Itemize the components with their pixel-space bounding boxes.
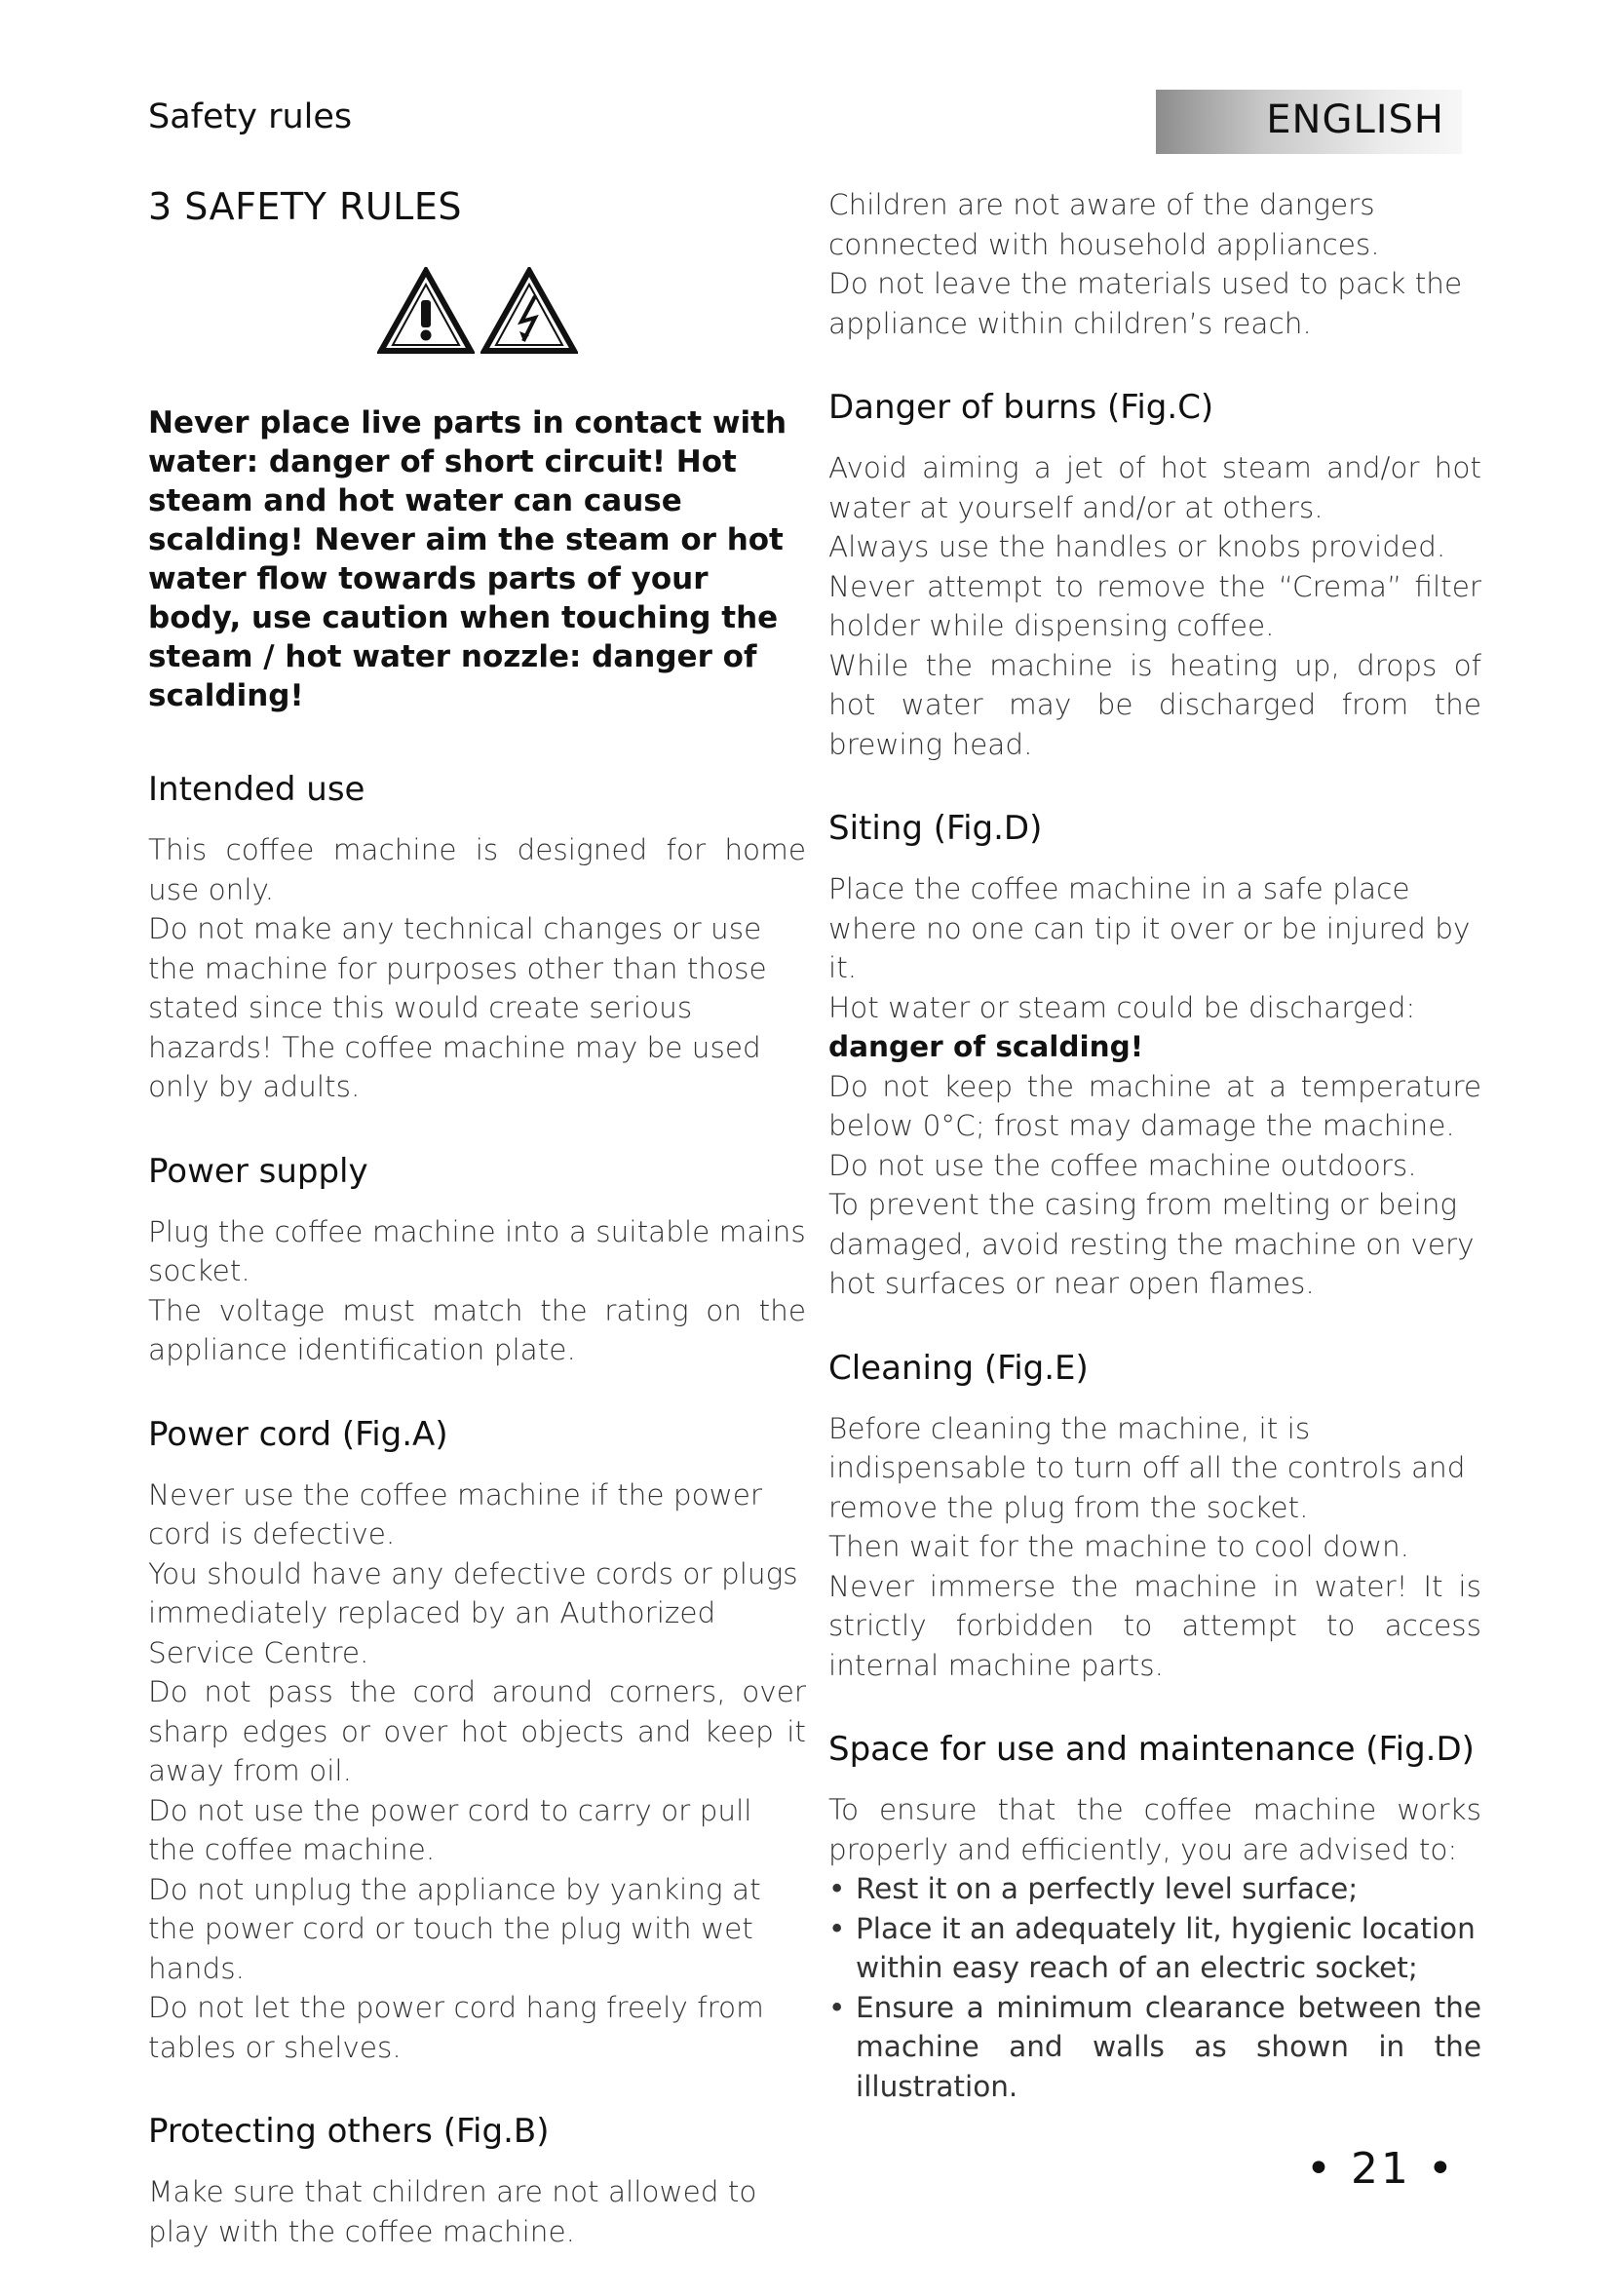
paragraph: While the machine is heating up, drops of hot water may be discharged from the brewing head. bbox=[828, 648, 1481, 761]
right-column bbox=[828, 185, 1481, 2151]
paragraph: Do not keep the machine at a temperature below 0°C; frost may damage the machine. bbox=[828, 1069, 1481, 1142]
bullet-icon: • bbox=[828, 1872, 846, 1905]
paragraph: Make sure that children are not allowed to play with the coffee machine. bbox=[148, 2175, 757, 2248]
section-title: Cleaning (Fig.E) bbox=[828, 1348, 1089, 1388]
section-danger-of-burns bbox=[828, 388, 1481, 764]
paragraph: Never use the coffee machine if the power cord is defective. bbox=[148, 1477, 763, 1550]
bullet-list bbox=[828, 1869, 1481, 2106]
list-item-text: Rest it on a perfectly level surface; bbox=[856, 1872, 1359, 1905]
paragraph: Always use the handles or knobs provided. bbox=[828, 530, 1446, 563]
paragraph: Do not use the power cord to carry or pull the coffee machine. bbox=[148, 1793, 752, 1866]
bullet-icon: • bbox=[828, 1990, 846, 2024]
list-item-text: Ensure a minimum clearance between the machine and walls as shown in the illustration. bbox=[856, 1990, 1481, 2103]
warning-exclamation-icon bbox=[377, 267, 475, 355]
language-label: ENGLISH bbox=[1266, 97, 1444, 142]
paragraph: This coffee machine is designed for home use only. bbox=[148, 833, 806, 906]
left-column bbox=[148, 185, 806, 2296]
electric-shock-icon bbox=[480, 267, 578, 355]
paragraph: You should have any defective cords or plugs immediately replaced by an Authorized Service Centre. bbox=[148, 1556, 798, 1669]
section-power-cord bbox=[148, 1415, 806, 2068]
paragraph: The voltage must match the rating on the appliance identification plate. bbox=[148, 1293, 806, 1366]
section-title: Space for use and maintenance (Fig.D) bbox=[828, 1730, 1475, 1769]
warning-text: Never place live parts in contact with water: danger of short circuit! Hot steam and hot water can cause scalding! Never aim the steam or hot water flow towards parts of your body, use caution when touching the steam / hot water nozzle: danger of scalding! bbox=[148, 405, 787, 713]
page-number: • 21 • bbox=[1306, 2144, 1456, 2194]
section-title: Protecting others (Fig.B) bbox=[148, 2112, 550, 2151]
section-cleaning bbox=[828, 1349, 1481, 1686]
paragraph: Do not leave the materials used to pack the appliance within children’s reach. bbox=[828, 267, 1463, 340]
section-power-supply bbox=[148, 1152, 806, 1370]
section-title: Siting (Fig.D) bbox=[828, 809, 1043, 848]
list-item bbox=[828, 1988, 1481, 2107]
list-item-text: Place it an adequately lit, hygienic location within easy reach of an electric socket; bbox=[856, 1911, 1476, 1984]
paragraph: Do not pass the cord around corners, over sharp edges or over hot objects and keep it away from oil. bbox=[148, 1675, 806, 1787]
paragraph: To prevent the casing from melting or being damaged, avoid resting the machine on very hot surfaces or near open flames. bbox=[828, 1188, 1475, 1300]
paragraph: To ensure that the coffee machine works properly and efficiently, you are advised to: bbox=[828, 1793, 1481, 1866]
section-siting bbox=[828, 809, 1481, 1304]
paragraph: Avoid aiming a jet of hot steam and/or hot water at yourself and/or at others. bbox=[828, 451, 1481, 524]
paragraph: Never immerse the machine in water! It is strictly forbidden to attempt to access internal machine parts. bbox=[828, 1569, 1481, 1682]
section-intended-use bbox=[148, 770, 806, 1107]
section-protecting-others bbox=[148, 2112, 806, 2251]
section-title: Power supply bbox=[148, 1151, 368, 1191]
paragraph: Plug the coffee machine into a suitable mains socket. bbox=[148, 1214, 806, 1287]
section-title: Danger of burns (Fig.C) bbox=[828, 388, 1214, 427]
language-banner bbox=[1156, 90, 1462, 154]
bullet-icon: • bbox=[828, 1911, 846, 1945]
running-title: Safety rules bbox=[148, 97, 353, 136]
list-item bbox=[828, 1869, 1481, 1909]
paragraph: Do not use the coffee machine outdoors. bbox=[828, 1148, 1417, 1182]
section-title: Power cord (Fig.A) bbox=[148, 1414, 448, 1454]
section-space-for-use bbox=[828, 1730, 1481, 2106]
section-title: Intended use bbox=[148, 770, 365, 809]
paragraph: Place the coffee machine in a safe place where no one can tip it over or be injured by it. bbox=[828, 872, 1471, 984]
section-children-intro bbox=[828, 185, 1481, 343]
list-item bbox=[828, 1909, 1481, 1988]
paragraph: Do not make any technical changes or use the machine for purposes other than those stated since this would create serious hazards! The coffee machine may be used only by adults. bbox=[148, 912, 767, 1103]
paragraph: Never attempt to remove the “Crema” filter holder while dispensing coffee. bbox=[828, 569, 1481, 642]
paragraph: Do not let the power cord hang freely from tables or shelves. bbox=[148, 1991, 764, 2064]
danger-emphasis: danger of scalding! bbox=[828, 1030, 1144, 1063]
warning-icons bbox=[148, 267, 806, 355]
paragraph: Before cleaning the machine, it is indispensable to turn off all the controls and remove the plug from the socket. bbox=[828, 1411, 1466, 1524]
paragraph: Hot water or steam could be discharged: bbox=[828, 990, 1416, 1024]
chapter-title: 3 SAFETY RULES bbox=[148, 185, 462, 228]
paragraph: Then wait for the machine to cool down. bbox=[828, 1530, 1410, 1563]
paragraph: Do not unplug the appliance by yanking at the power cord or touch the plug with wet hands. bbox=[148, 1872, 761, 1985]
paragraph: Children are not aware of the dangers connected with household appliances. bbox=[828, 188, 1380, 261]
